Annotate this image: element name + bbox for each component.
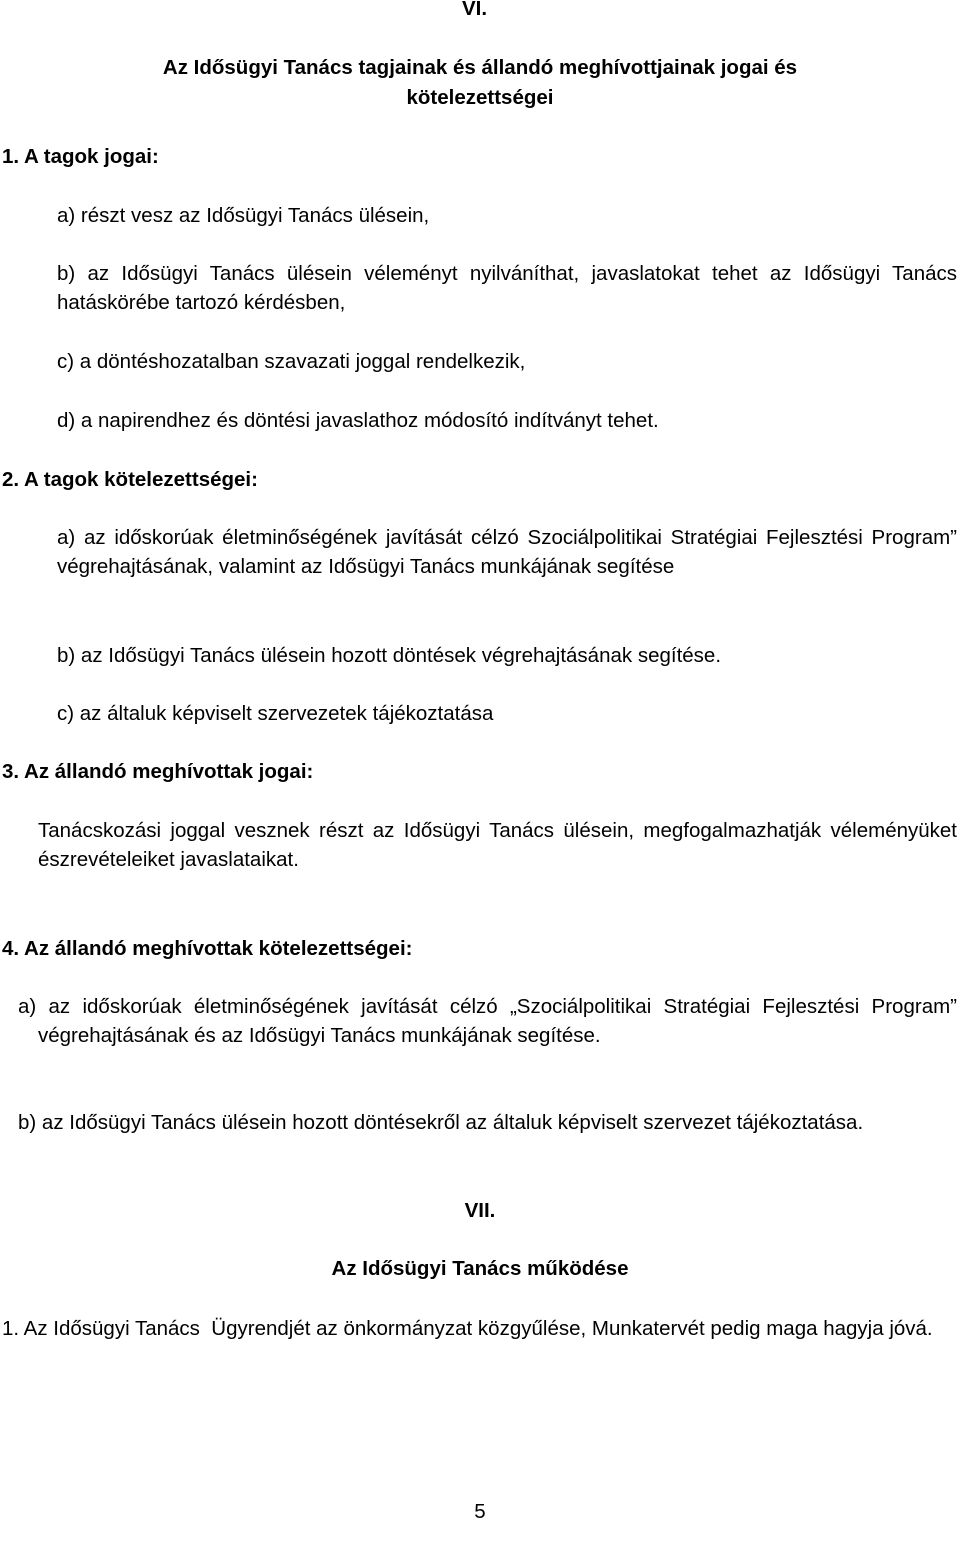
section-7-item-1: 1. Az Idősügyi Tanács Ügyrendjét az önkormányzat közgyűlése, Munkatervét pedig maga hagyja jóvá. — [2, 1317, 933, 1340]
members-obligations-item-a: a) az időskorúak életminőségének javítását célzó Szociálpolitikai Stratégiai Fejlesztési Program” végrehajtásának, valamint az Idősügyi Tanács munkájának segítése — [57, 526, 957, 578]
members-rights-heading: 1. A tagok jogai: — [2, 145, 159, 168]
invitees-rights-heading: 3. Az állandó meghívottak jogai: — [2, 760, 314, 783]
invitees-obligations-heading: 4. Az állandó meghívottak kötelezettségei: — [2, 937, 413, 960]
section-6-numeral: VI. — [462, 0, 488, 20]
members-obligations-item-c: c) az általuk képviselt szervezetek tájékoztatása — [57, 702, 494, 725]
invitees-obligations-item-a: a) az időskorúak életminőségének javítását célzó „Szociálpolitikai Stratégiai Fejlesztési Program” végrehajtásának és az Idősügyi Tanács munkájának segítése. — [18, 995, 957, 1047]
section-7-numeral: VII. — [464, 1199, 496, 1222]
members-obligations-item-b: b) az Idősügyi Tanács ülésein hozott döntések végrehajtásának segítése. — [57, 644, 722, 667]
section-7-title: Az Idősügyi Tanács működése — [331, 1257, 629, 1280]
members-obligations-heading: 2. A tagok kötelezettségei: — [2, 468, 258, 491]
section-6-title-line2: kötelezettségei — [406, 86, 554, 109]
members-rights-item-c: c) a döntéshozatalban szavazati joggal rendelkezik, — [57, 350, 526, 373]
invitees-rights-text: Tanácskozási joggal vesznek részt az Idősügyi Tanács ülésein, megfogalmazhatják véleményüket észrevételeiket javaslataikat. — [38, 819, 957, 871]
members-rights-item-b: b) az Idősügyi Tanács ülésein véleményt nyilváníthat, javaslatokat tehet az Idősügyi Tanács hatáskörébe tartozó kérdésben, — [57, 262, 957, 314]
page-number: 5 — [474, 1500, 486, 1523]
members-rights-item-a: a) részt vesz az Idősügyi Tanács ülésein, — [57, 204, 430, 227]
invitees-obligations-item-b: b) az Idősügyi Tanács ülésein hozott döntésekről az általuk képviselt szervezet tájékoztatása. — [18, 1111, 864, 1134]
members-rights-item-d: d) a napirendhez és döntési javaslathoz módosító indítványt tehet. — [57, 409, 659, 432]
section-6-title-line1: Az Idősügyi Tanács tagjainak és állandó meghívottjainak jogai és — [162, 56, 798, 79]
